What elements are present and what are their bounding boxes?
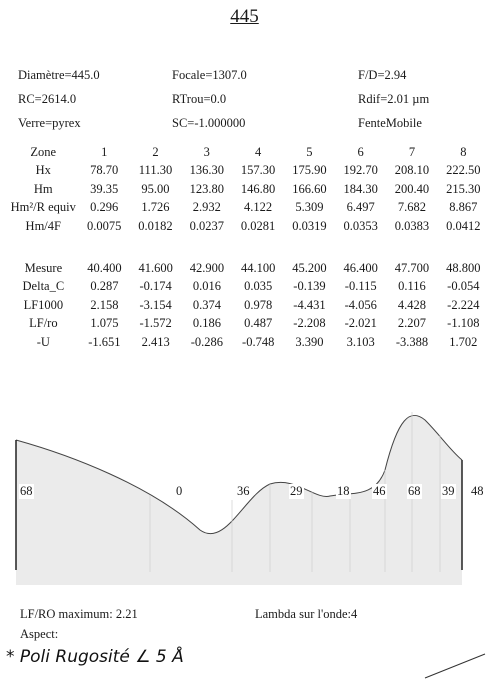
zones_table-cell: 0.0182	[138, 218, 173, 233]
zones_table-cell: 8.867	[449, 200, 478, 215]
measures_table-cell: -2.208	[293, 316, 326, 331]
zones_table-row-label: Hm	[33, 181, 53, 196]
zones_table-cell: 95.00	[141, 181, 170, 196]
param-verre: Verre=pyrex	[18, 116, 81, 130]
zones_table-cell: 0.0075	[87, 218, 122, 233]
lambda-sur-onde: Lambda sur l'onde:4	[255, 607, 358, 621]
measures_table-cell: 42.900	[189, 260, 225, 275]
measures_table-cell: 3.390	[295, 334, 324, 349]
param-rc: RC=2614.0	[18, 92, 77, 106]
measures_table-cell: 0.016	[192, 279, 221, 294]
zones_table-row	[8, 162, 489, 181]
profile-label-4: 29	[290, 484, 303, 498]
measures_table-cell: 48.800	[446, 260, 481, 275]
measures_table-cell: 45.200	[292, 260, 327, 275]
measures_table-cell: -1.651	[88, 334, 121, 349]
measures_table-cell: -0.139	[293, 279, 326, 294]
zones_table-cell: 157.30	[240, 163, 276, 178]
measures_table-cell: -0.174	[139, 279, 172, 294]
measures_table-cell: -0.748	[242, 334, 275, 349]
profile-label-7: 68	[408, 484, 421, 498]
profile-label-5: 18	[337, 484, 350, 498]
measures_table-cell: -0.286	[190, 334, 224, 349]
param-sc: SC=-1.000000	[172, 116, 246, 130]
measures_table-row-label: Mesure	[24, 260, 63, 275]
zones_table-cell: 3	[203, 144, 210, 159]
zones_table-row	[8, 217, 489, 236]
measures_table-cell: -4.431	[293, 297, 326, 312]
profile-label-8: 39	[442, 484, 455, 498]
measures_table-cell: 1.702	[449, 334, 478, 349]
measures_table-cell: 2.413	[141, 334, 170, 349]
zones_table-cell: 4.122	[244, 200, 273, 215]
measures_table-cell: 1.075	[90, 316, 119, 331]
measures_table-cell: -1.572	[139, 316, 172, 331]
profile-label-9: 48	[471, 484, 484, 498]
measures_table-row-label: LF/ro	[29, 316, 58, 331]
zones_table-cell: 222.50	[446, 163, 481, 178]
measures_table-cell: -0.054	[447, 279, 480, 294]
zones_table-cell: 200.40	[394, 181, 430, 196]
zones_table-row	[8, 143, 489, 162]
zones_table-cell: 0.0412	[446, 218, 481, 233]
zones_table-row-label: Hx	[35, 163, 51, 178]
zones_table-cell: 215.30	[446, 181, 481, 196]
measures_table-cell: 40.400	[87, 260, 122, 275]
param-rdif: Rdif=2.01 µm	[358, 92, 430, 106]
profile-area	[16, 415, 462, 585]
zones_table-cell: 5	[306, 144, 313, 159]
measures_table-cell: 4.428	[397, 297, 427, 312]
zones_table-cell: 39.35	[90, 181, 119, 196]
measures_table-cell: 0.287	[90, 279, 119, 294]
param-focale: Focale=1307.0	[172, 68, 247, 82]
profile-label-1: 68	[20, 484, 33, 498]
measures_table-row-label: LF1000	[23, 297, 64, 312]
measures_table-cell: 0.374	[192, 297, 221, 312]
measures_table-cell: -2.021	[344, 316, 377, 331]
zones_table-cell: 78.70	[90, 163, 119, 178]
param-rtrou: RTrou=0.0	[172, 92, 227, 106]
zones_table-cell: 111.30	[138, 163, 173, 178]
measures_table-row	[8, 333, 489, 352]
measures_table-cell: -4.056	[344, 297, 377, 312]
zones_table-cell: 208.10	[394, 163, 430, 178]
zones_table-row-label: Hm/4F	[25, 218, 61, 233]
handwritten-note: * Poli Rugosité ∠ 5 Å	[6, 647, 184, 667]
measures_table-row-label: Delta_C	[22, 279, 65, 294]
zones_table-cell: 4	[254, 144, 262, 159]
measures_table-cell: 47.700	[394, 260, 430, 275]
param-diametre: Diamètre=445.0	[18, 68, 100, 82]
zones_table-cell: 192.70	[343, 163, 378, 178]
measures_table-cell: 0.978	[244, 297, 273, 312]
zones_table-cell: 7.682	[397, 200, 427, 215]
zones_table-cell: 8	[460, 144, 467, 159]
zones_table-cell: 2.932	[192, 200, 221, 215]
zones_table-cell: 2	[152, 144, 159, 159]
measures_table-cell: -3.388	[395, 334, 429, 349]
measures_table-cell: -3.154	[139, 297, 172, 312]
zones_table-row	[8, 180, 489, 199]
param-fd: F/D=2.94	[358, 68, 407, 82]
zones_table-cell: 166.60	[292, 181, 327, 196]
zones_table-cell: 0.0237	[189, 218, 224, 233]
zones_table-cell: 1.726	[141, 200, 170, 215]
zones_table-cell: 175.90	[292, 163, 327, 178]
zones_table-cell: 0.0319	[292, 218, 327, 233]
measures_table-cell: 0.186	[192, 316, 221, 331]
measures_table-cell: 0.116	[398, 279, 426, 294]
measures_table-cell: -1.108	[447, 316, 480, 331]
measures_table-row	[8, 315, 489, 334]
measures_table-cell: 46.400	[343, 260, 378, 275]
profile-label-2: 0	[176, 484, 183, 498]
aspect-label: Aspect:	[20, 627, 59, 641]
zones_table-cell: 146.80	[240, 181, 276, 196]
lf-ro-maximum: LF/RO maximum: 2.21	[20, 607, 138, 621]
zones_table-row	[8, 199, 489, 218]
measures_table-row-label: -U	[36, 334, 50, 349]
measures_table-row	[8, 259, 489, 278]
zones-table	[8, 143, 489, 236]
zones_table-cell: 5.309	[295, 200, 324, 215]
zones_table-row-label: Zone	[30, 144, 57, 159]
zones_table-cell: 123.80	[189, 181, 224, 196]
measures_table-cell: 44.100	[240, 260, 276, 275]
zones_table-cell: 1	[101, 144, 108, 159]
zones_table-row-label: Hm²/R equiv	[10, 200, 76, 215]
measures_table-cell: 2.158	[90, 297, 119, 312]
zones_table-cell: 184.30	[343, 181, 378, 196]
profile-label-3: 36	[237, 484, 250, 498]
pen-stroke-mark	[420, 650, 489, 681]
profile-label-6: 46	[373, 484, 386, 498]
measures_table-cell: 0.487	[244, 316, 273, 331]
measures_table-cell: 2.207	[397, 316, 427, 331]
measures_table-cell: 3.103	[346, 334, 375, 349]
measures_table-cell: -0.115	[344, 279, 377, 294]
zones_table-cell: 7	[408, 144, 416, 159]
measures_table-cell: 41.600	[138, 260, 173, 275]
zones_table-cell: 0.0383	[394, 218, 430, 233]
zones_table-cell: 6	[357, 144, 364, 159]
param-fente: FenteMobile	[358, 116, 422, 130]
zones_table-cell: 136.30	[189, 163, 224, 178]
zones_table-cell: 0.0353	[343, 218, 378, 233]
measures_table-row	[8, 296, 489, 315]
measures_table-cell: -2.224	[447, 297, 480, 312]
measures_table-cell: 0.035	[244, 279, 273, 294]
measures-table	[8, 259, 489, 352]
zones_table-cell: 0.296	[90, 200, 119, 215]
page-number: 445	[230, 6, 259, 27]
zones_table-cell: 6.497	[346, 200, 375, 215]
zones_table-cell: 0.0281	[240, 218, 276, 233]
measures_table-row	[8, 278, 489, 297]
